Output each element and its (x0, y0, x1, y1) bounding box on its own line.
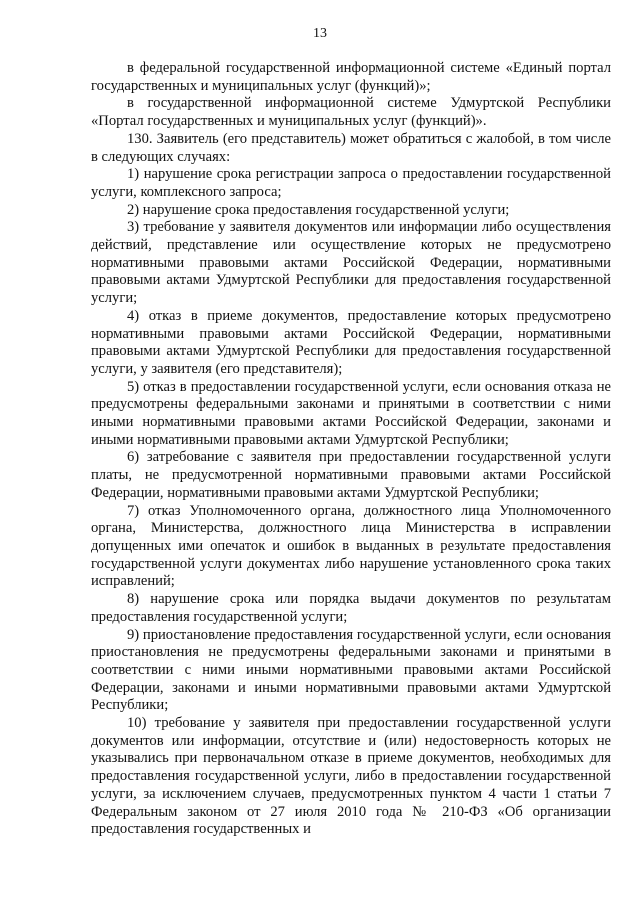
para-federal-portal: в федеральной государственной информационной системе «Единый портал государственных и муниципальных услуг (функций)»; (91, 60, 611, 94)
para-item-9: 9) приостановление предоставления государственной услуги, если основания приостановления не предусмотрены федеральными законами и принятыми в соответствии с ними иными нормативными правовыми актами Российской Федерации, законами и иными нормативными правовыми актами Удмуртской Республики; (91, 626, 611, 714)
para-udmurt-portal: в государственной информационной системе Удмуртской Республики «Портал государственных и муниципальных услуг (функций)». (91, 95, 611, 130)
para-item-6: 6) затребование с заявителя при предоставлении государственной услуги платы, не предусмотренной нормативными правовыми актами Российской Федерации, нормативными правовыми актами Удмуртской Республики; (91, 449, 611, 501)
para-item-10: 10) требование у заявителя при предоставлении государственной услуги документов или информации, отсутствие и (или) недостоверность которых не указывались при первоначальном отказе в приеме документов, необходимых для предоставления государственной услуги, либо в предоставлении государственной услуги, за исключением случаев, предусмотренных пунктом 4 части 1 статьи 7 Федеральным законом от 27 июля 2010 года № 210-ФЗ «Об организации предоставления государственных и (91, 715, 611, 838)
para-item-7: 7) отказ Уполномоченного органа, должностного лица Уполномоченного органа, Министерства, должностного лица Министерства в исправлении допущенных ими опечаток и ошибок в выданных в результате предоставления государственной услуги документах либо нарушение установленного срока таких исправлений; (91, 502, 611, 590)
para-130-intro: 130. Заявитель (его представитель) может обратиться с жалобой, в том числе в следующих случаях: (91, 130, 611, 165)
para-item-5: 5) отказ в предоставлении государственной услуги, если основания отказа не предусмотрены федеральными законами и принятыми в соответствии с ними иными нормативными правовыми актами Российской Федерации, законами и иными нормативными правовыми актами Удмуртской Республики; (91, 378, 611, 448)
page-bottom-margin (91, 850, 611, 890)
para-item-4: 4) отказ в приеме документов, предоставление которых предусмотрено нормативными правовыми актами Российской Федерации, нормативными правовыми актами Удмуртской Республики для предоставления государственной услуги, у заявителя (его представителя); (91, 307, 611, 377)
para-item-8: 8) нарушение срока или порядка выдачи документов по результатам предоставления государственной услуги; (91, 591, 611, 625)
para-item-2: 2) нарушение срока предоставления государственной услуги; (127, 201, 510, 218)
para-item-1: 1) нарушение срока регистрации запроса о предоставлении государственной услуги, комплексного запроса; (91, 166, 611, 200)
page-number: 13 (313, 26, 327, 41)
para-item-3: 3) требование у заявителя документов или информации либо осуществления действий, представление или осуществление которых не предусмотрено нормативными правовыми актами Российской Федерации, нормативными правовыми актами Удмуртской Республики для предоставления государственной услуги; (91, 219, 611, 307)
document-body (91, 60, 611, 839)
